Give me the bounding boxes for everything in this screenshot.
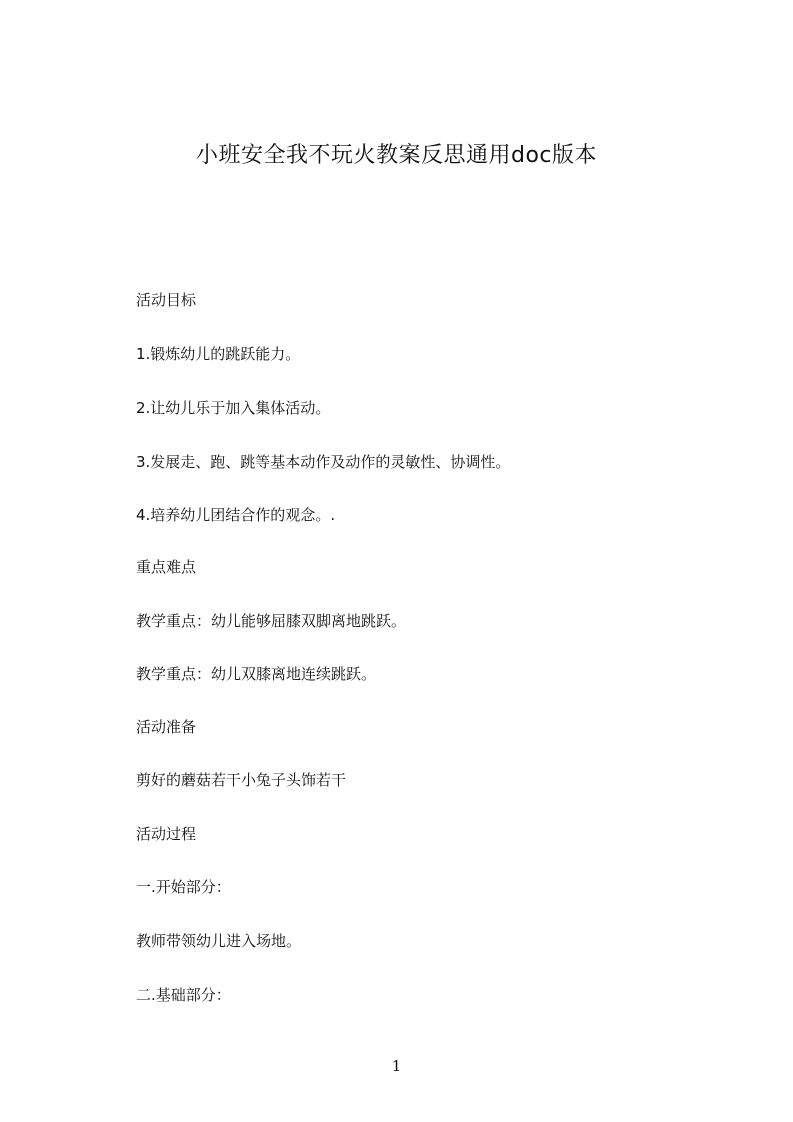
process-part-2-heading: 二.基础部分： [136, 986, 231, 1004]
preparation-text: 剪好的蘑菇若干小兔子头饰若干 [136, 771, 347, 789]
section-heading-key-points: 重点难点 [136, 558, 197, 576]
section-heading-activity-goals: 活动目标 [136, 291, 197, 309]
goal-item-1: 1.锻炼幼儿的跳跃能力。 [136, 345, 301, 363]
page-number: 1 [391, 1057, 402, 1075]
key-point-1: 教学重点：幼儿能够屈膝双脚离地跳跃。 [136, 612, 407, 630]
section-heading-preparation: 活动准备 [136, 718, 197, 736]
goal-item-3: 3.发展走、跑、跳等基本动作及动作的灵敏性、协调性。 [136, 453, 511, 471]
goal-item-2: 2.让幼儿乐于加入集体活动。 [136, 399, 331, 417]
key-point-2: 教学重点：幼儿双膝离地连续跳跃。 [136, 665, 377, 683]
process-part-1-heading: 一.开始部分： [136, 878, 231, 896]
document-title: 小班安全我不玩火教案反思通用doc版本 [195, 143, 598, 168]
section-heading-process: 活动过程 [136, 825, 197, 843]
process-part-1-text: 教师带领幼儿进入场地。 [136, 932, 302, 950]
goal-item-4: 4.培养幼儿团结合作的观念。. [136, 506, 336, 524]
